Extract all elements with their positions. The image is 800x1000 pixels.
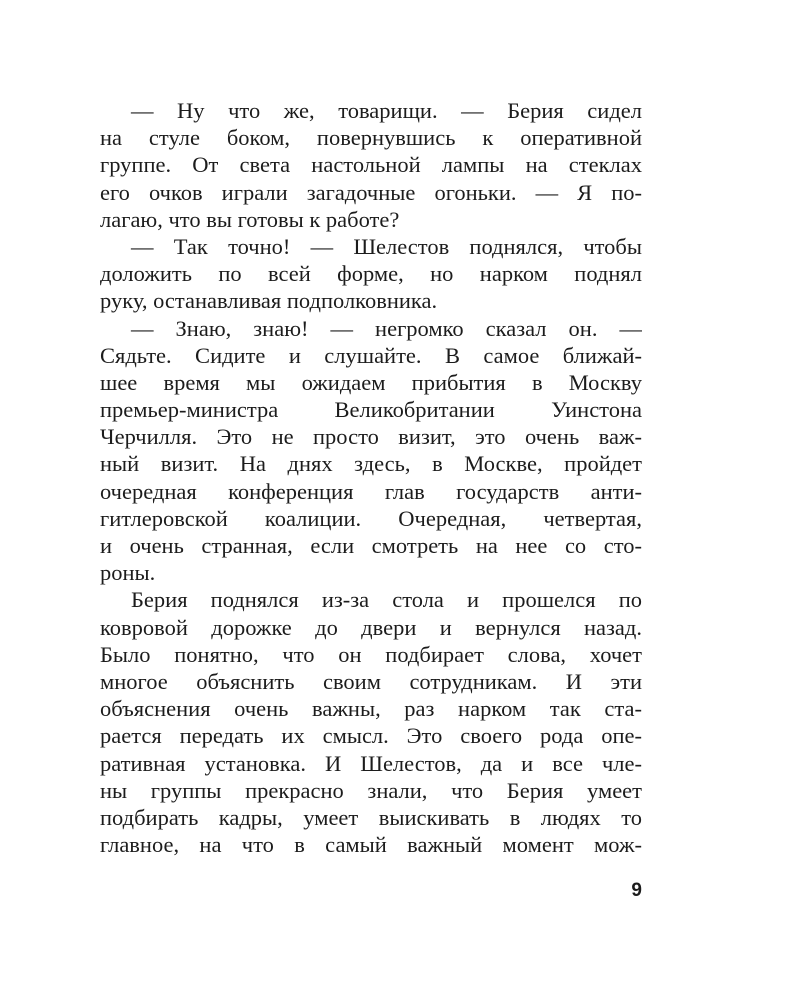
- text-line: лагаю, что вы готовы к работе?: [100, 206, 400, 232]
- page-number: 9: [631, 880, 642, 901]
- text-line: премьер-министра Великобритании Уинстона: [100, 397, 642, 423]
- text-line: доложить по всей форме, но нарком поднял: [100, 261, 642, 287]
- text-line: Сядьте. Сидите и слушайте. В самое ближай-: [100, 342, 642, 368]
- paragraph: [100, 233, 642, 315]
- paragraph: [100, 97, 642, 233]
- text-line: многое объяснить своим сотрудникам. И эти: [100, 668, 642, 694]
- text-line: Черчилля. Это не просто визит, это очень важ-: [100, 424, 642, 450]
- text-line: очередная конференция глав государств анти-: [100, 478, 642, 504]
- text-line: роны.: [100, 560, 156, 586]
- text-line: шее время мы ожидаем прибытия в Москву: [100, 369, 642, 395]
- text-line: группе. От света настольной лампы на стеклах: [100, 152, 642, 178]
- text-line: его очков играли загадочные огоньки. — Я по-: [100, 179, 642, 205]
- text-line: ковровой дорожке до двери и вернулся назад.: [100, 614, 642, 640]
- text-line: объяснения очень важны, раз нарком так ста-: [100, 696, 642, 722]
- text-line: Было понятно, что он подбирает слова, хочет: [100, 641, 642, 667]
- text-line: ны группы прекрасно знали, что Берия умеет: [100, 777, 642, 803]
- text-line: ративная установка. И Шелестов, да и все чле-: [100, 750, 642, 776]
- text-line: гитлеровской коалиции. Очередная, четвертая,: [100, 505, 642, 531]
- text-line: ный визит. На днях здесь, в Москве, пройдет: [100, 451, 642, 477]
- paragraph: [100, 315, 642, 587]
- text-line: руку, останавливая подполковника.: [100, 288, 438, 314]
- text-line: подбирать кадры, умеет выискивать в людях то: [100, 804, 642, 830]
- text-line: — Ну что же, товарищи. — Берия сидел: [131, 98, 642, 123]
- text-line: Берия поднялся из-за стола и прошелся по: [131, 587, 642, 613]
- paragraph: [100, 586, 642, 858]
- text-line: на стуле боком, повернувшись к оперативной: [100, 125, 642, 151]
- text-line: — Знаю, знаю! — негромко сказал он. —: [131, 315, 642, 341]
- text-line: и очень странная, если смотреть на нее со сто-: [100, 533, 642, 558]
- text-line: рается передать их смысл. Это своего рода опе-: [100, 723, 642, 749]
- text-line: — Так точно! — Шелестов поднялся, чтобы: [131, 233, 642, 259]
- body-text: [100, 97, 642, 858]
- text-line: главное, на что в самый важный момент мож-: [100, 832, 642, 858]
